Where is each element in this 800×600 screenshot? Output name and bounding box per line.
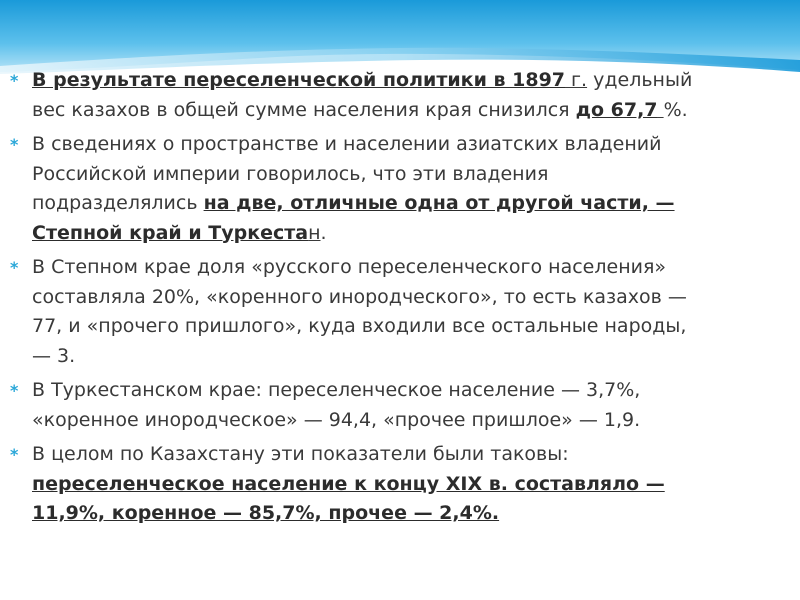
bullet-1-text: удельный вес казахов в общей сумме населения края снизился — [32, 69, 693, 121]
bullet-2-bold: на две, отличные одна от другой части, — Степной край и Туркеста — [32, 192, 675, 244]
bullet-star-icon: * — [10, 445, 19, 464]
bullet-2-text-2: . — [320, 221, 327, 244]
bullet-star-icon: * — [10, 135, 19, 154]
bullet-2-text: В сведениях о пространстве и населении азиатских владений Российской империи говорилось, что эти владения подразделялись — [32, 133, 662, 214]
bullet-item-1 — [10, 66, 710, 125]
bullet-item-4 — [10, 376, 710, 435]
bullet-star-icon: * — [10, 71, 19, 90]
bullet-3-text: В Степном крае доля «русского переселенческого населения» составляла 20%, «коренного инородческого», то есть казахов — 77, и «прочего пришлого», куда входили все остальные народы, — 3. — [32, 256, 687, 367]
bullet-5-text: В целом по Казахстану эти показатели были таковы: — [32, 443, 569, 465]
bullet-item-5 — [10, 440, 710, 529]
bullet-item-3 — [10, 253, 710, 371]
bullet-1-underlined: г. — [565, 69, 588, 91]
bullet-list — [10, 66, 710, 534]
bullet-star-icon: * — [10, 258, 19, 277]
bullet-5-bold: переселенческое население к концу XIX в. составляло — 11,9%, коренное — 85,7%, прочее — 2,4%. — [32, 472, 665, 524]
bullet-1-text-2: %. — [663, 98, 688, 121]
bullet-star-icon: * — [10, 381, 19, 400]
bullet-1-bold: В результате переселенческой политики в 1897 — [32, 69, 566, 91]
bullet-1-bold-2: до 67,7 — [575, 98, 658, 121]
bullet-4-text: В Туркестанском крае: переселенческое население — 3,7%, «коренное инородческое» — 94,4, «прочее пришлое» — 1,9. — [32, 379, 641, 431]
bullet-item-2 — [10, 130, 710, 248]
bullet-2-underlined: н — [308, 221, 321, 244]
